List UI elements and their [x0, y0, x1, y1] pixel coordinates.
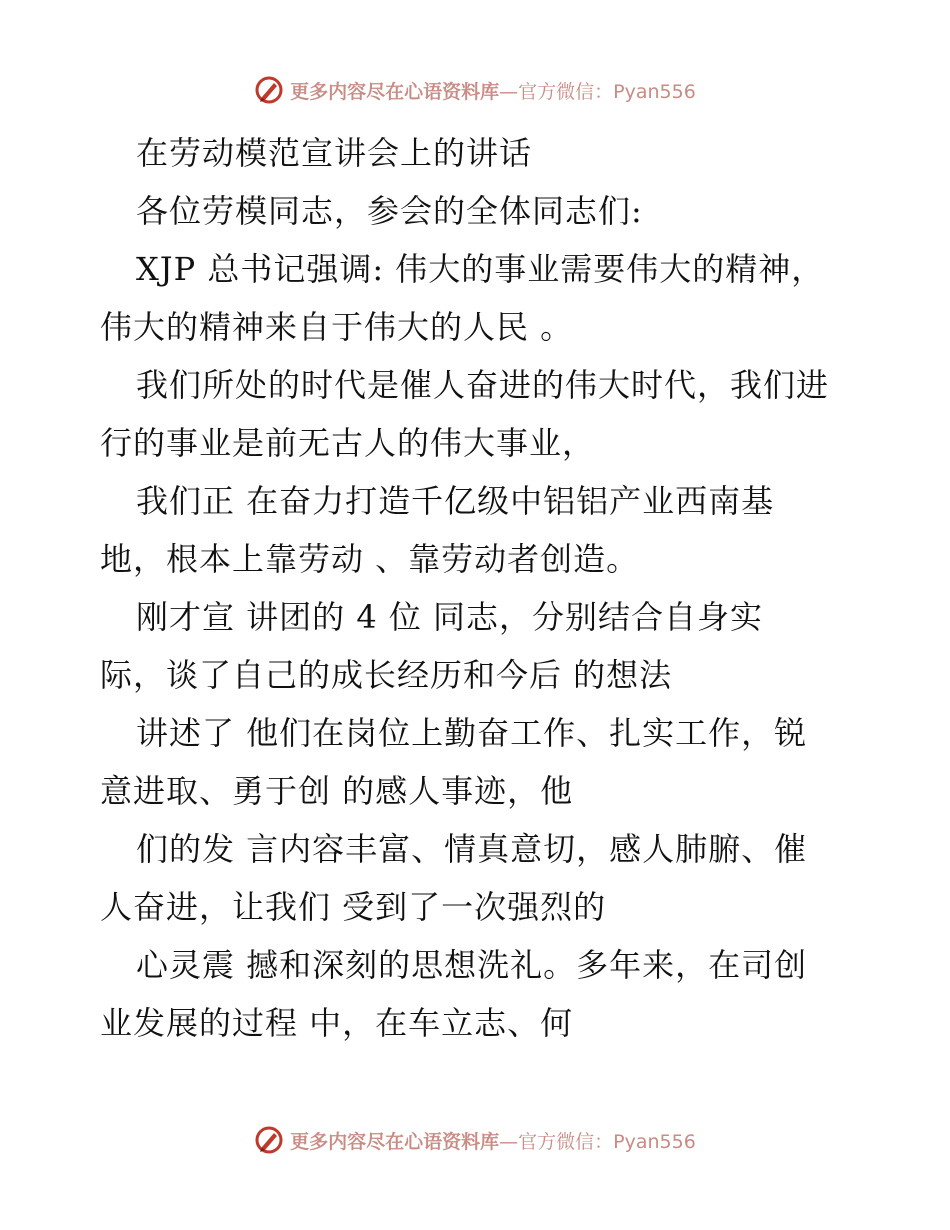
paragraph-line: 们的发 言内容丰富、情真意切，感人肺腑、催: [136, 830, 808, 868]
paragraph-line: 地，根本上靠劳动 、靠劳动者创造。: [100, 540, 640, 578]
paragraph-line: 人奋进，让我们 受到了一次强烈的: [100, 888, 607, 926]
paragraph-line: XJP 总书记强调: 伟大的事业需要伟大的精神，: [136, 250, 825, 288]
pen-logo-icon: [254, 75, 284, 105]
paragraph-line: 行的事业是前无古人的伟大事业，: [100, 424, 596, 462]
paragraph-line: 刚才宣 讲团的 4 位 同志，分别结合自身实: [136, 598, 764, 636]
header-banner-lead: 更多内容尽在心语资料库: [290, 80, 500, 103]
footer-watermark-banner: [0, 1122, 950, 1158]
paragraph-line: 各位劳模同志，参会的全体同志们:: [136, 192, 643, 230]
footer-banner-text: [290, 1127, 696, 1154]
footer-banner-tail: —官方微信：Pyan556: [499, 1130, 696, 1153]
paragraph-line: 伟大的精神来自于伟大的人民 。: [100, 308, 574, 346]
header-watermark-banner: [0, 72, 950, 108]
header-banner-text: [290, 77, 696, 104]
paragraph-line: 意进取、勇于创 的感人事迹，他: [100, 772, 574, 810]
paragraph-line: 心灵震 撼和深刻的思想洗礼。多年来，在司创: [136, 946, 808, 984]
header-banner-tail: —官方微信：Pyan556: [499, 80, 696, 103]
paragraph-line: 业发展的过程 中，在车立志、何: [100, 1004, 574, 1042]
paragraph-line: 讲述了 他们在岗位上勤奋工作、扎实工作，锐: [136, 714, 808, 752]
document-title: 在劳动模范宣讲会上的讲话: [136, 134, 533, 172]
paragraph-line: 我们正 在奋力打造千亿级中铝铝产业西南基: [136, 482, 775, 520]
paragraph-line: 际，谈了自己的成长经历和今后 的想法: [100, 656, 673, 694]
footer-banner-lead: 更多内容尽在心语资料库: [290, 1130, 500, 1153]
pen-logo-icon: [254, 1125, 284, 1155]
document-body: [100, 124, 860, 1052]
paragraph-line: 我们所处的时代是催人奋进的伟大时代，我们进: [136, 366, 830, 404]
